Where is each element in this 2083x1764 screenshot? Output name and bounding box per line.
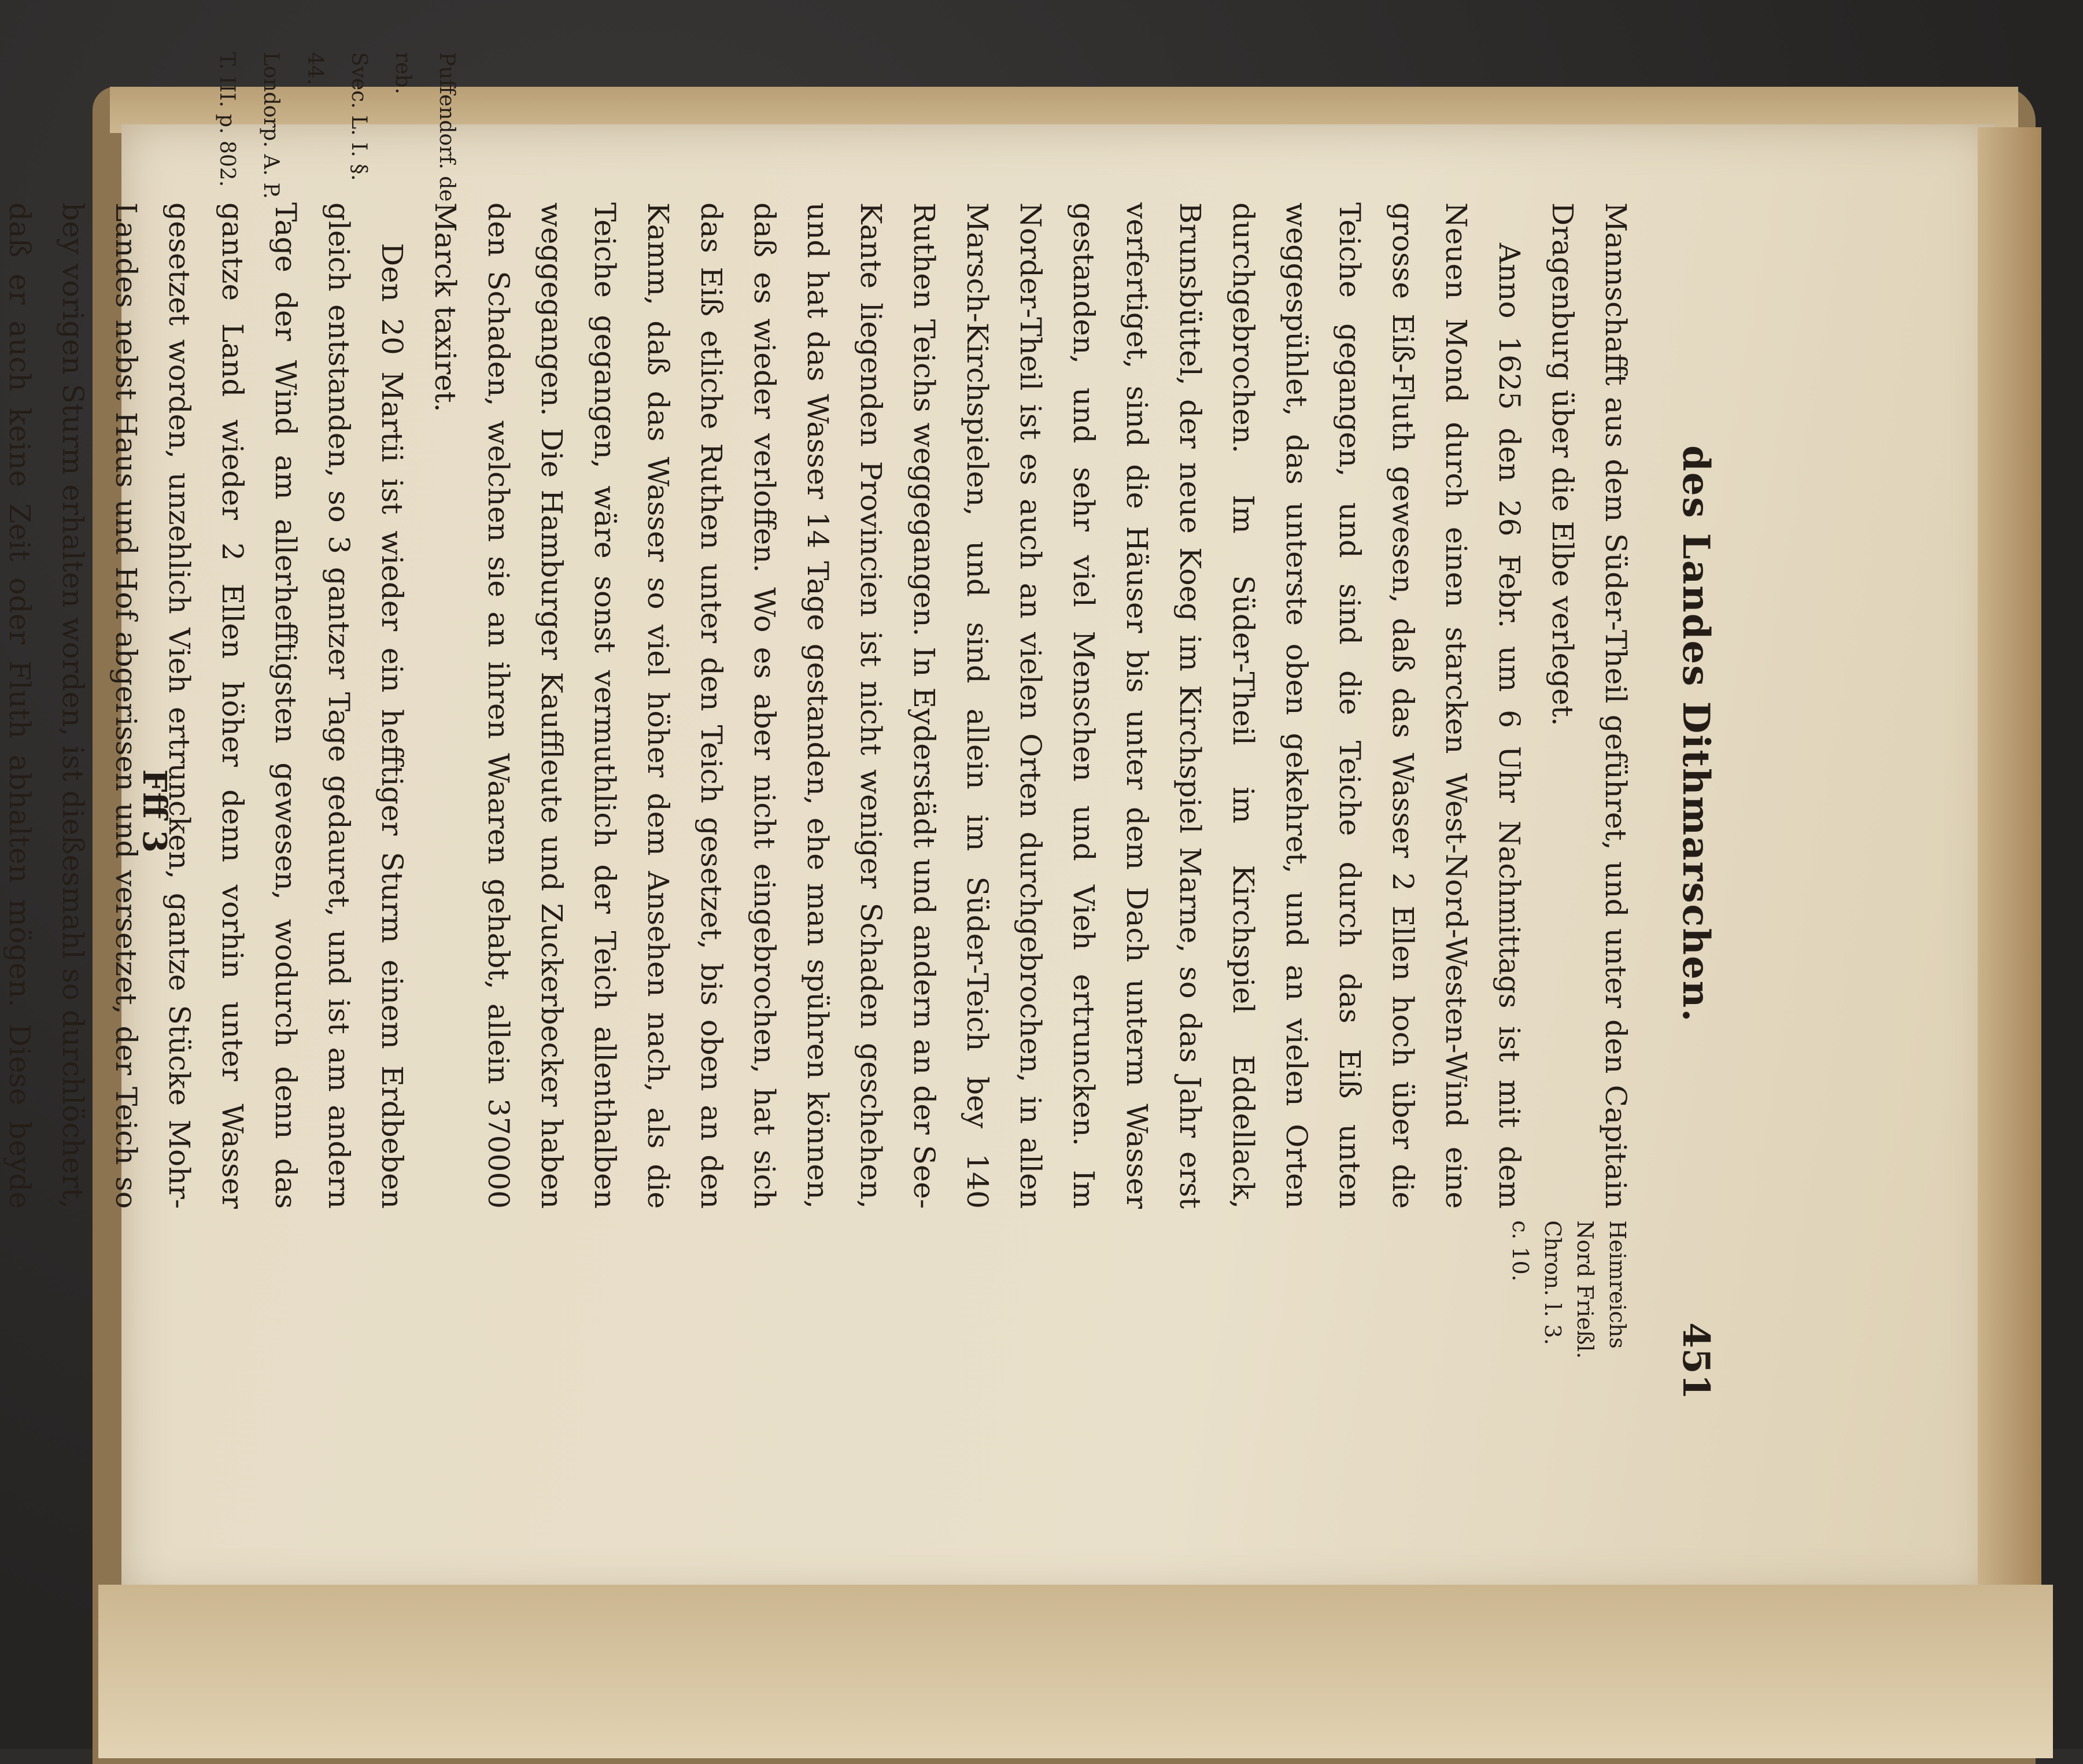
paragraph: Mannschafft aus dem Süder-Theil geführet, und unter den Capitain Dragenburg über die Elbe verleget. [1546, 202, 1633, 1209]
paragraph: Anno 1625 den 26 Febr. um 6 Uhr Nachmittags ist mit dem Neuen Mond durch einen starcken West-Nord-Westen-Wind eine grosse Eiß-Fluth gewesen, daß das Wasser 2 Ellen hoch über die Teiche gegangen, und sind die Teiche durch das Eiß unten weggespühlet, das unterste oben gekehret, und an vielen Orten durchgebrochen. Im Süder-Theil im Kirchspiel Eddellack, Brunsbüttel, der neue Koeg im Kirchspiel Marne, so das Jahr erst verfertiget, sind die Häuser bis unter dem Dach unterm Wasser gestanden, und sehr viel Menschen und Vieh ertruncken. Im Norder-Theil ist es auch an vielen Orten durchgebrochen, in allen Marsch-Kirchspielen, und sind allein im Süder-Teich bey 140 Ruthen Teichs weggegangen. In Eyderstädt und andern an der See-Kante liegenden Provincien ist nicht weniger Schaden geschehen, und hat das Wasser 14 Tage gestanden, ehe man spühren können, daß es wieder verloffen. Wo es aber nicht eingebrochen, hat sich das Eiß etliche Ruthen unter den Teich gesetzet, bis oben an den Kamm, daß das Wasser so viel höher dem Ansehen nach, als die Teiche gegangen, wäre sonst vermuthlich der Teich allenthalben weggegangen. Die Hamburger Kauffleute und Zuckerbecker haben den Schaden, welchen sie an ihren Waaren gehabt, allein 370000 Marck taxiret. [429, 202, 1526, 1209]
margin-note-right [1504, 1220, 1634, 1394]
margin-note-line: Nord Frießl. [1572, 1220, 1598, 1359]
page-header [1660, 226, 1723, 1405]
page-number: 451 [1674, 1322, 1718, 1400]
paragraph: Den 20 Martii ist wieder ein hefftiger Sturm einem Erdbeben gleich entstanden, so 3 gantzer Tage gedauret, und ist am andern Tage der Wind am allerhefftigsten gewesen, wodurch denn das gantze Land wieder 2 Ellen höher denn vorhin unter Wasser gesetzet worden, unzehlich Vieh ertruncken, gantze Stücke Mohr-Landes nebst Haus und Hof abgerissen und versetzet, der Teich so bey vorigen Sturm erhalten worden, ist dießesmahl so durchlöchert, daß er auch keine Zeit oder Fluth abhalten mögen. Diese beyde [3, 202, 409, 1209]
margin-note-line: Svec. L. I. §. 44. [303, 52, 371, 181]
running-title: des Landes Dithmarschen. [1674, 445, 1718, 1023]
page-edge-right [1978, 127, 2041, 1608]
margin-note-line: Heimreichs [1605, 1220, 1630, 1349]
margin-note-line: T. III. p. 802. [215, 52, 239, 187]
margin-note-line: Puffendorf. de reb. [391, 52, 459, 202]
page-content [3, 52, 1735, 1469]
margin-note-line: Chron. l. 3. [1540, 1220, 1565, 1345]
margin-note-left [205, 52, 468, 214]
margin-note-line: c. 10. [1508, 1220, 1533, 1282]
body-text [0, 52, 1642, 1209]
facing-page-edge [98, 1585, 2053, 1758]
margin-note-line: Londorp. A. P. [259, 52, 283, 199]
signature-mark: Fff 3 [135, 769, 173, 853]
